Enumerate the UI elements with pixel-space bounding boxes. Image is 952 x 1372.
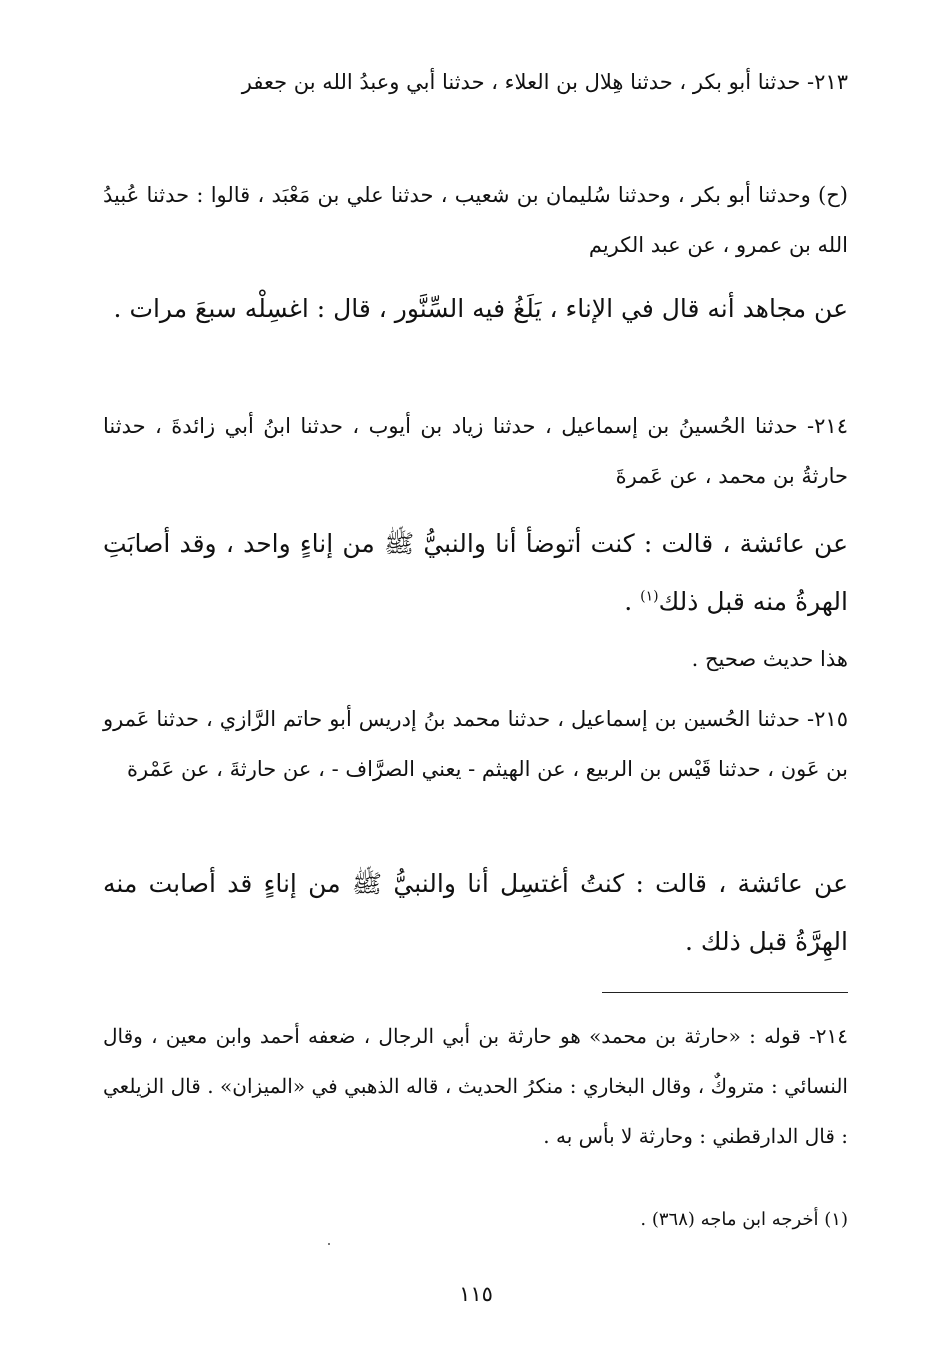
footnote-marker: (١) xyxy=(640,588,659,605)
footnote-separator xyxy=(602,992,848,993)
footnote-1-text: (١) أخرجه ابن ماجه (٣٦٨) . xyxy=(640,1209,848,1230)
hadith-214-grading xyxy=(103,634,848,684)
hadith-214-isnad-text: ٢١٤- حدثنا الحُسينُ بن إسماعيل ، حدثنا زياد بن أيوب ، حدثنا ابنُ أبي زائدةَ ، حدثنا حارثةُ بن محمد ، عن عَمرةَ xyxy=(103,414,848,488)
hadith-214-matn xyxy=(103,515,848,631)
hadith-213-matn xyxy=(103,280,848,338)
hadith-213-isnad xyxy=(103,57,848,107)
hadith-215-isnad xyxy=(103,694,848,794)
hadith-213-isnad-alternate-text: (ح) وحدثنا أبو بكر ، وحدثنا سُليمان بن شعيب ، حدثنا علي بن مَعْبَد ، قالوا : حدثنا عُبيدُ الله بن عمرو ، عن عبد الكريم xyxy=(103,183,849,257)
hadith-214-matn-end: . xyxy=(624,587,641,616)
hadith-213-isnad-alternate xyxy=(103,170,848,270)
hadith-215-matn xyxy=(103,855,848,971)
hadith-214-isnad xyxy=(103,401,848,501)
hadith-214-matn-text: عن عائشة ، قالت : كنت أتوضأ أنا والنبيُّ ﷺ من إناءٍ واحد ، وقد أصابَتِ الهرةُ منه قبل ذلك xyxy=(103,529,848,616)
hadith-213-isnad-text: ٢١٣- حدثنا أبو بكر ، حدثنا هِلال بن العلاء ، حدثنا أبي وعبدُ الله بن جعفر xyxy=(241,70,848,94)
hadith-215-isnad-text: ٢١٥- حدثنا الحُسين بن إسماعيل ، حدثنا محمد بنُ إدريس أبو حاتم الرَّازي ، حدثنا عَمرو بن عَون ، حدثنا قَيْس بن الربيع ، عن الهيثم - يعني الصرَّاف - ، عن حارثةَ ، عن عَمْرة xyxy=(103,707,848,781)
hadith-213-matn-text: عن مجاهد أنه قال في الإناء ، يَلَغُ فيه السِّنَّور ، قال : اغسِلْه سبعَ مرات . xyxy=(113,294,848,323)
commentary-214 xyxy=(103,1011,848,1161)
commentary-214-text: ٢١٤- قوله : «حارثة بن محمد» هو حارثة بن أبي الرجال ، ضعفه أحمد وابن معين ، وقال النسائي : متروكٌ ، وقال البخاري : منكرُ الحديث ، قاله الذهبي في «الميزان» . قال الزيلعي : قال الدارقطني : وحارثة لا بأس به . xyxy=(103,1024,848,1148)
page-number: ١١٥ xyxy=(459,1282,493,1306)
hadith-215-matn-text: عن عائشة ، قالت : كنتُ أغتسِل أنا والنبيُّ ﷺ من إناءٍ قد أصابت منه الهِرَّةُ قبل ذلك . xyxy=(103,869,848,956)
hadith-214-grading-text: هذا حديث صحيح . xyxy=(691,647,848,671)
footnote-1 xyxy=(103,1205,848,1235)
print-mark xyxy=(328,1243,330,1245)
